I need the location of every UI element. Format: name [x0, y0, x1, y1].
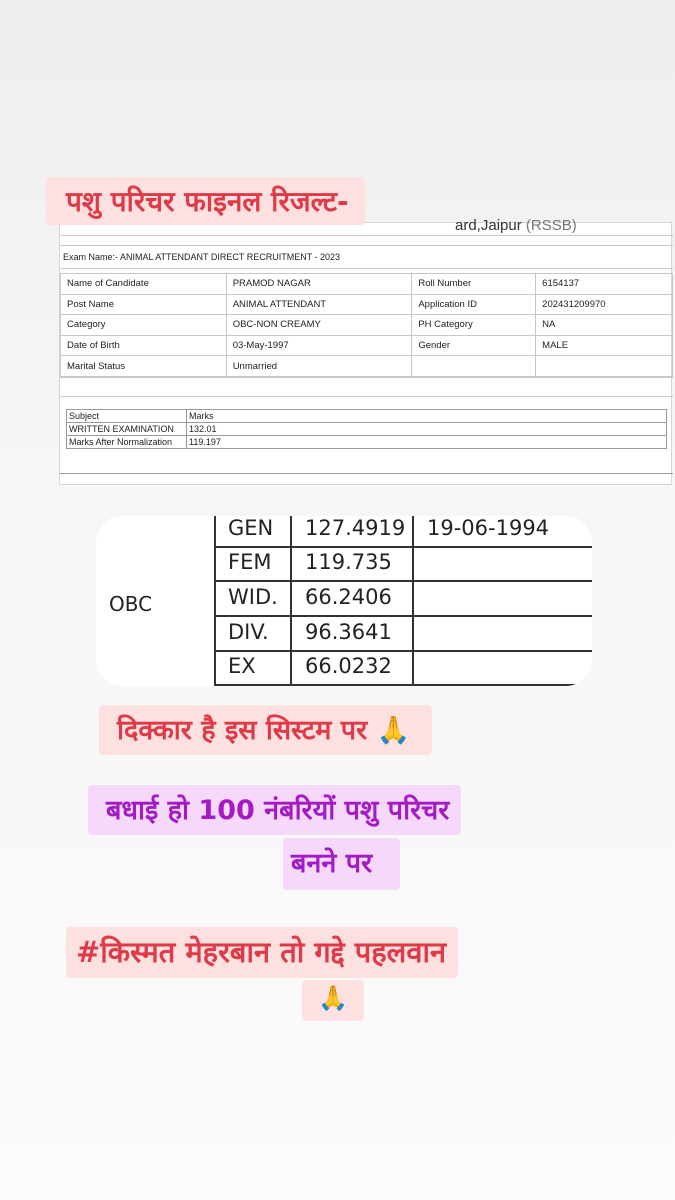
info-value	[536, 356, 673, 377]
info-label: Post Name	[61, 294, 227, 315]
org-abbr: (RSSB)	[525, 217, 577, 234]
info-value: MALE	[536, 335, 673, 356]
info-row	[61, 315, 673, 336]
info-value: 202431209970	[536, 294, 673, 315]
heading-caption: पशु परिचर फाइनल रिजल्ट-	[46, 177, 365, 225]
info-label: Roll Number	[412, 274, 536, 295]
candidate-info-table	[60, 273, 673, 377]
info-value: PRAMOD NAGAR	[226, 274, 412, 295]
marks-value: 132.01	[187, 423, 667, 436]
cutoff-subcategory: GEN	[228, 516, 274, 540]
congrats-caption-line1: बधाई हो 100 नंबरियों पशु परिचर	[88, 785, 461, 835]
info-value: Unmarried	[226, 356, 412, 377]
cutoff-subcategory: WID.	[228, 585, 278, 609]
marks-table	[66, 409, 667, 449]
info-row	[61, 294, 673, 315]
cutoff-marks: 66.2406	[305, 585, 392, 609]
info-label: Category	[61, 315, 227, 336]
cutoff-subcategory: EX	[228, 654, 256, 678]
info-value: ANIMAL ATTENDANT	[226, 294, 412, 315]
cutoff-dob: 19-06-1994	[427, 516, 550, 540]
shame-caption: दिक्कार है इस सिस्टम पर 🙏	[99, 705, 432, 755]
info-row	[61, 356, 673, 377]
congrats-caption-line2: बनने पर	[283, 838, 400, 890]
marks-row	[67, 423, 667, 436]
marks-subject: WRITTEN EXAMINATION	[67, 423, 187, 436]
cutoff-category: OBC	[109, 592, 153, 616]
cutoff-marks: 66.0232	[305, 654, 392, 678]
marks-subject: Marks After Normalization	[67, 436, 187, 449]
exam-name: Exam Name:- ANIMAL ATTENDANT DIRECT RECRUITMENT - 2023	[60, 245, 673, 269]
cutoff-marks: 119.735	[305, 550, 392, 574]
marks-subject: Subject	[67, 410, 187, 423]
org-name: ard,Jaipur (RSSB)	[455, 217, 577, 234]
marks-row	[67, 410, 667, 423]
info-label: Marital Status	[61, 356, 227, 377]
info-value: OBC-NON CREAMY	[226, 315, 412, 336]
cutoff-subcategory: DIV.	[228, 620, 269, 644]
cutoff-marks: 127.4919	[305, 516, 406, 540]
info-row	[61, 335, 673, 356]
info-value: 03-May-1997	[226, 335, 412, 356]
info-label: Date of Birth	[61, 335, 227, 356]
cutoff-subcategory: FEM	[228, 550, 272, 574]
info-row	[61, 274, 673, 295]
marks-row	[67, 436, 667, 449]
info-label: Application ID	[412, 294, 536, 315]
info-value: 6154137	[536, 274, 673, 295]
cutoff-table	[96, 516, 592, 686]
luck-caption-line1: #किस्मत मेहरबान तो गद्दे पहलवान	[66, 927, 458, 978]
info-label: PH Category	[412, 315, 536, 336]
marks-value: Marks	[187, 410, 667, 423]
cutoff-marks: 96.3641	[305, 620, 392, 644]
luck-caption-line2: 🙏	[302, 980, 364, 1021]
info-label	[412, 356, 536, 377]
info-value: NA	[536, 315, 673, 336]
info-label: Name of Candidate	[61, 274, 227, 295]
result-document	[59, 217, 672, 485]
marks-value: 119.197	[187, 436, 667, 449]
info-label: Gender	[412, 335, 536, 356]
